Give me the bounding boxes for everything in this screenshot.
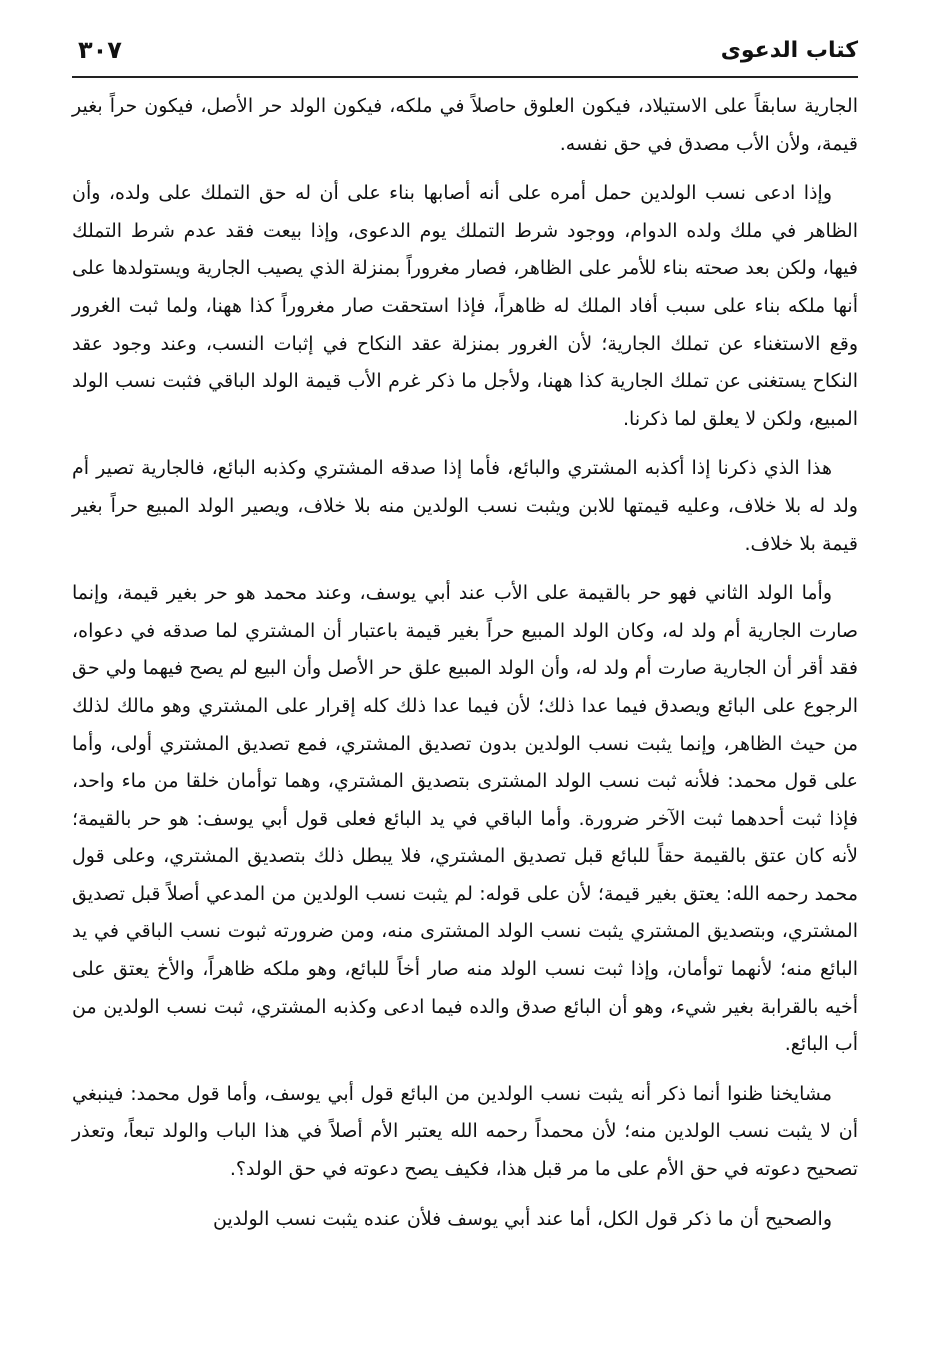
book-page	[72, 28, 858, 1348]
paragraph: وأما الولد الثاني فهو حر بالقيمة على الأب عند أبي يوسف، وعند محمد هو حر بغير قيمة، وإنما صارت الجارية أم ولد له، وكان الولد المبيع حراً بغير قيمة باعتبار أن المشتري لما صدقه في دعواه، فقد أقر أن الجارية صارت أم ولد له، وأن الولد المبيع علق حر الأصل وأن البيع لم يصح فيهما ولي حق الرجوع على البائع ويصدق فيما عدا ذلك؛ لأن فيما عدا ذلك كله إقرار على المشتري وهو مالك لذلك من حيث الظاهر، وإنما يثبت نسب الولدين بدون تصديق المشتري، فمع تصديق المشتري أولى، وأما على قول محمد: فلأنه ثبت نسب الولد المشترى بتصديق المشتري، وهما توأمان خلقا من ماء واحد، فإذا ثبت أحدهما ثبت الآخر ضرورة. وأما الباقي في يد البائع فعلى قول أبي يوسف: هو حر بالقيمة؛ لأنه كان عتق بالقيمة حقاً للبائع قبل تصديق المشتري، فلا يبطل ذلك بتصديق المشتري، وعلى قول محمد رحمه الله: يعتق بغير قيمة؛ لأن على قوله: لم يثبت نسب الولدين من المدعي أصلاً قبل تصديق المشتري، وبتصديق المشتري يثبت نسب الولد المشترى منه، ومن ضرورته ثبوت نسب الباقي في يد البائع منه؛ لأنهما توأمان، وإذا ثبت نسب الولد منه صار أخاً للبائع، وهو ملكه ظاهراً، والأخ يعتق على أخيه بالقرابة بغير شيء، وهو أن البائع صدق والده فيما ادعى وكذبه المشتري، ثبت نسب الولدين من أب البائع.	[72, 582, 858, 1056]
paragraph: والصحيح أن ما ذكر قول الكل، أما عند أبي يوسف فلأن عنده يثبت نسب الولدين	[213, 1207, 832, 1230]
paragraph: وإذا ادعى نسب الولدين حمل أمره على أنه أصابها بناء على أن له حق التملك على ولده، وأن الظاهر في ملك ولده الدوام، ووجود شرط التملك يوم الدعوى، وإذا بيعت فقد عدم شرط التملك فيها، ولكن بعد صحته بناء للأمر على الظاهر، فصار مغروراً بمنزلة الذي يصيب الجارية ويستولدها على أنها ملكه بناء على سبب أفاد الملك له ظاهراً، فإذا استحقت صار مغروراً كذا ههنا، ولما ثبت الغرور وقع الاستغناء عن تملك الجارية؛ لأن الغرور بمنزلة عقد النكاح في إثبات النسب، وعند وجود عقد النكاح يستغنى عن تملك الجارية كذا ههنا، ولأجل ما ذكر غرم الأب قيمة الولد الباقي فثبت نسب الولد المبيع، ولكن لا يعلق لما ذكرنا.	[72, 182, 858, 430]
running-header	[72, 28, 858, 78]
paragraph: مشايخنا ظنوا أنما ذكر أنه يثبت نسب الولدين من البائع قول أبي يوسف، وأما قول محمد: فينبغي أن لا يثبت نسب الولدين منه؛ لأن محمداً رحمه الله يعتبر الأم أصلاً في هذا الباب والولد تبعاً، وتعذر تصحيح دعوته في حق الأم على ما مر قبل هذا، فكيف يصح دعوته في حق الولد؟.	[72, 1082, 858, 1181]
book-title: كتاب الدعوى	[720, 38, 858, 63]
paragraph: الجارية سابقاً على الاستيلاد، فيكون العلوق حاصلاً في ملكه، فيكون الولد حر الأصل، فيكون حراً بغير قيمة، ولأن الأب مصدق في حق نفسه.	[72, 95, 858, 155]
page-body	[72, 88, 858, 1238]
page-number: ٣٠٧	[78, 36, 122, 64]
paragraph: هذا الذي ذكرنا إذا أكذبه المشتري والبائع، فأما إذا صدقه المشتري وكذبه البائع، فالجارية تصير أم ولد له بلا خلاف، وعليه قيمتها للابن ويثبت نسب الولدين منه بلا خلاف، ويصير الولد المبيع حراً بغير قيمة بلا خلاف.	[72, 457, 858, 555]
